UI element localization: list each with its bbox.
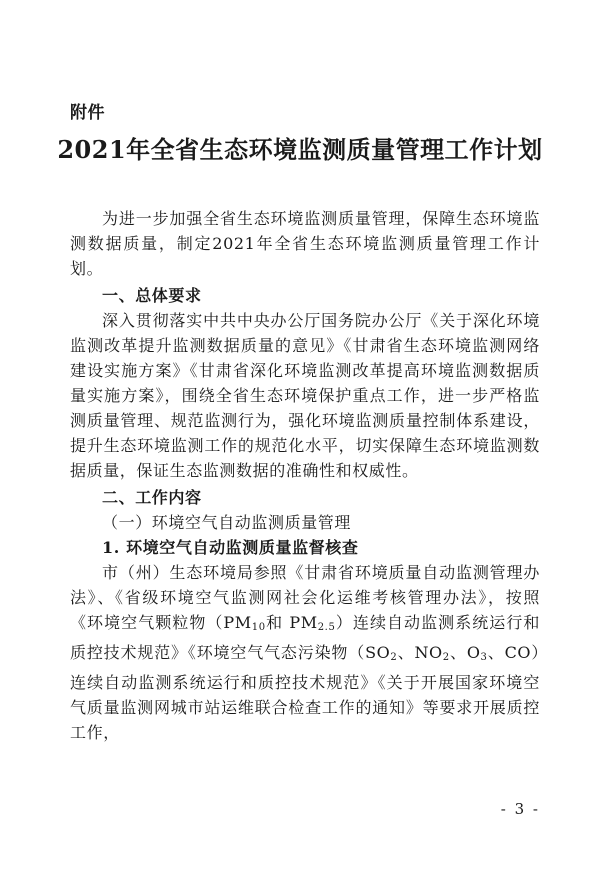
paragraph-text: 和 PM	[265, 613, 318, 632]
no2-subscript: 2	[442, 652, 450, 663]
document-body	[70, 206, 540, 745]
pm10-subscript: 10	[251, 622, 266, 633]
section-heading-work-content: 二、工作内容	[102, 488, 202, 507]
pm25-subscript: 2.5	[317, 622, 336, 633]
paragraph-text: 、O	[449, 643, 481, 662]
paragraph-text: 、CO）连续自动监测系统运行和质控技术规范》《关于开展国家环境空气质量监测网城市站运维联合检查工作的通知》等要求开展质控工作，	[70, 643, 540, 742]
paragraph-text: ）连续自动监测系统运行和质控技术规范》《环境空气气态污染物（SO	[70, 613, 540, 662]
paragraph-text: 市（州）生态环境局参照《甘肃省环境质量自动监测管理办法》、《省级环境空气监测网社会化运维考核管理办法》，按照《环境空气颗粒物（PM	[70, 563, 540, 632]
air-supervision-paragraph	[70, 560, 540, 745]
document-title: 2021年全省生态环境监测质量管理工作计划	[57, 135, 543, 164]
intro-paragraph: 为进一步加强全省生态环境监测质量管理，保障生态环境监测数据质量，制定2021年全省生态环境监测质量管理工作计划。	[70, 209, 540, 278]
item-heading-air-supervision: 1. 环境空气自动监测质量监督核查	[102, 538, 359, 557]
general-requirements-paragraph: 深入贯彻落实中共中央办公厅国务院办公厅《关于深化环境监测改革提升监测数据质量的意见》《甘肃省生态环境监测网络建设实施方案》《甘肃省深化环境监测改革提高环境监测数据质量实施方案》，围绕全省生态环境保护重点工作，进一步严格监测质量管理、规范监测行为，强化环境监测质量控制体系建设，提升生态环境监测工作的规范化水平，切实保障生态环境监测数据质量，保证生态监测数据的准确性和权威性。	[70, 311, 540, 480]
subsection-heading-air-monitoring: （一）环境空气自动监测质量管理	[102, 513, 352, 532]
page-number: - 3 -	[500, 800, 540, 818]
o3-subscript: 3	[480, 652, 488, 663]
section-heading-general-requirements: 一、总体要求	[102, 286, 202, 305]
so2-subscript: 2	[390, 652, 398, 663]
paragraph-text: 、NO	[397, 643, 443, 662]
attachment-label: 附件	[70, 103, 105, 123]
